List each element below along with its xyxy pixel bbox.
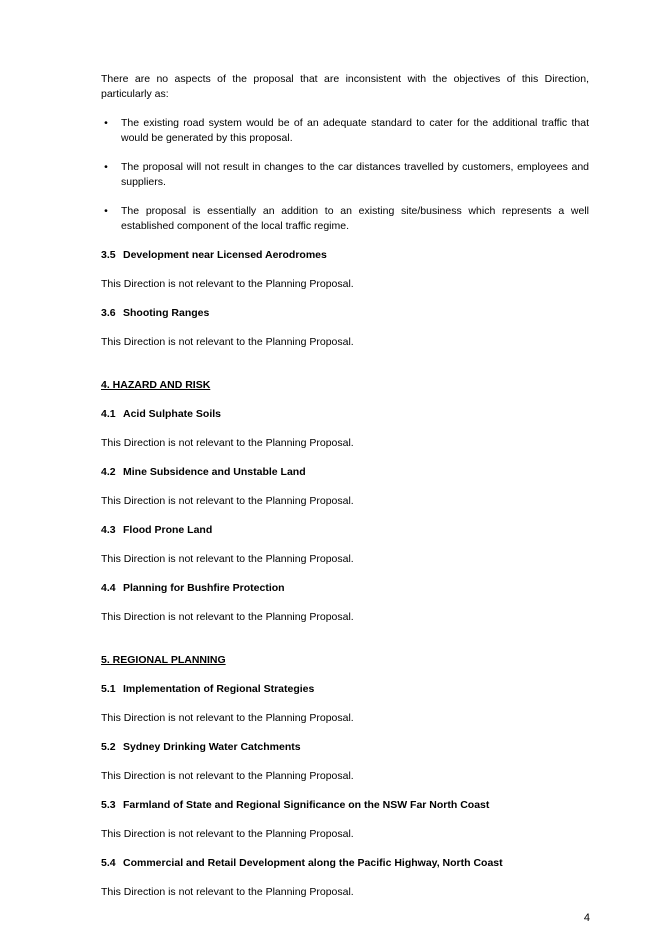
bullet-list	[101, 116, 589, 234]
heading-5-1	[101, 682, 589, 697]
heading-number: 5.3	[101, 799, 116, 811]
bullet-text: The proposal will not result in changes to the car distances travelled by customers, employees and suppliers.	[121, 161, 589, 188]
heading-4-3	[101, 523, 589, 538]
heading-number: 4.2	[101, 466, 116, 478]
body-text-5-2: This Direction is not relevant to the Planning Proposal.	[101, 770, 354, 782]
heading-title: Mine Subsidence and Unstable Land	[123, 466, 306, 478]
heading-title: Implementation of Regional Strategies	[123, 683, 315, 695]
bullet-icon: •	[104, 161, 108, 173]
section-heading-hazard-and-risk: 4. HAZARD AND RISK	[101, 379, 211, 391]
heading-title: Acid Sulphate Soils	[123, 408, 222, 420]
intro-paragraph: There are no aspects of the proposal that are inconsistent with the objectives of this Direction, particularly as:	[101, 73, 589, 100]
bullet-item	[101, 204, 589, 234]
heading-number: 4.3	[101, 524, 116, 536]
page-number: 4	[583, 912, 590, 924]
heading-number: 3.5	[101, 249, 116, 261]
heading-4-4	[101, 581, 589, 596]
heading-number: 5.1	[101, 683, 116, 695]
heading-number: 3.6	[101, 307, 116, 319]
bullet-item	[101, 160, 589, 190]
body-text-3-5: This Direction is not relevant to the Planning Proposal.	[101, 278, 354, 290]
bullet-icon: •	[104, 205, 108, 217]
heading-title: Planning for Bushfire Protection	[123, 582, 285, 594]
section-heading-regional-planning: 5. REGIONAL PLANNING	[101, 654, 226, 666]
bullet-icon: •	[104, 117, 108, 129]
document-page	[101, 72, 589, 914]
heading-number: 5.4	[101, 857, 116, 869]
heading-5-2	[101, 740, 589, 755]
heading-title: Flood Prone Land	[123, 524, 213, 536]
body-text-5-1: This Direction is not relevant to the Planning Proposal.	[101, 712, 354, 724]
body-text-4-2: This Direction is not relevant to the Planning Proposal.	[101, 495, 354, 507]
body-text-4-3: This Direction is not relevant to the Planning Proposal.	[101, 553, 354, 565]
heading-4-1	[101, 407, 589, 422]
heading-5-4	[101, 856, 589, 871]
heading-title: Commercial and Retail Development along the Pacific Highway, North Coast	[123, 857, 503, 869]
bullet-item	[101, 116, 589, 146]
body-text-4-1: This Direction is not relevant to the Planning Proposal.	[101, 437, 354, 449]
body-text-4-4: This Direction is not relevant to the Planning Proposal.	[101, 611, 354, 623]
heading-title: Farmland of State and Regional Significance on the NSW Far North Coast	[123, 799, 490, 811]
heading-number: 4.4	[101, 582, 116, 594]
heading-number: 5.2	[101, 741, 116, 753]
body-text-5-4: This Direction is not relevant to the Planning Proposal.	[101, 886, 354, 898]
bullet-text: The proposal is essentially an addition to an existing site/business which represents a well established component of the local traffic regime.	[121, 205, 589, 232]
bullet-text: The existing road system would be of an adequate standard to cater for the additional traffic that would be generated by this proposal.	[121, 117, 589, 144]
heading-5-3	[101, 798, 589, 813]
heading-number: 4.1	[101, 408, 116, 420]
body-text-3-6: This Direction is not relevant to the Planning Proposal.	[101, 336, 354, 348]
heading-3-6	[101, 306, 589, 321]
heading-title: Shooting Ranges	[123, 307, 210, 319]
body-text-5-3: This Direction is not relevant to the Planning Proposal.	[101, 828, 354, 840]
heading-title: Sydney Drinking Water Catchments	[123, 741, 301, 753]
heading-title: Development near Licensed Aerodromes	[123, 249, 327, 261]
heading-3-5	[101, 248, 589, 263]
heading-4-2	[101, 465, 589, 480]
